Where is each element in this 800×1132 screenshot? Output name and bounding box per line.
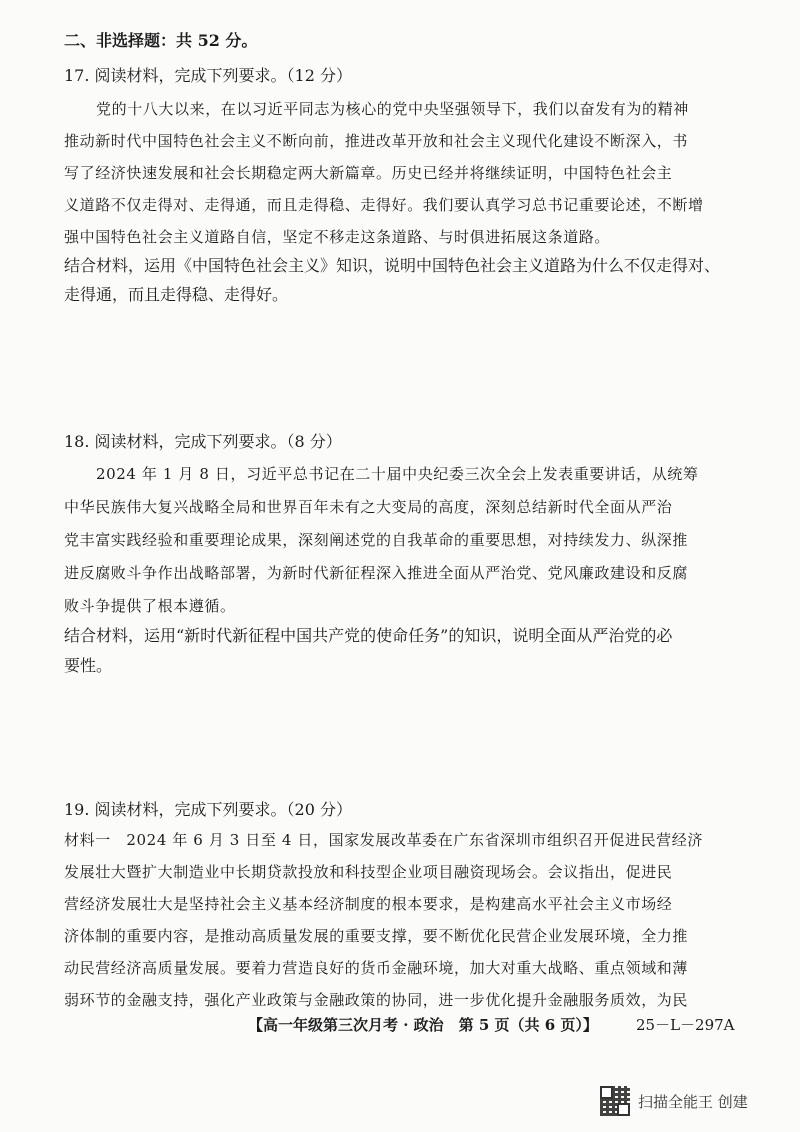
page-footer: 【高一年级第三次月考 · 政治 第 5 页（共 6 页）】 — [248, 1016, 598, 1034]
q19-line-6: 弱环节的金融支持，强化产业政策与金融政策的协同，进一步优化提升金融服务质效，为民 — [64, 991, 689, 1009]
q18-line-2: 中华民族伟大复兴战略全局和世界百年未有之大变局的高度，深刻总结新时代全面从严治 — [64, 498, 673, 516]
watermark-text: 扫描全能王 创建 — [638, 1092, 748, 1111]
q17-task-1: 结合材料，运用《中国特色社会主义》知识，说明中国特色社会主义道路为什么不仅走得对、 — [64, 256, 721, 275]
q18-task-2: 要性。 — [64, 656, 113, 675]
qr-code-icon — [600, 1086, 630, 1116]
exam-code: 25－L－297A — [636, 1016, 735, 1034]
q18-title: 18. 阅读材料，完成下列要求。（8 分） — [64, 432, 342, 451]
q19-line-2: 发展壮大暨扩大制造业中长期贷款投放和科技型企业项目融资现场会。会议指出，促进民 — [64, 863, 673, 881]
q19-title: 19. 阅读材料，完成下列要求。（20 分） — [64, 800, 352, 819]
section-title: 二、非选择题：共 52 分。 — [64, 31, 258, 50]
q17-title: 17. 阅读材料，完成下列要求。（12 分） — [64, 66, 352, 85]
q19-line-4: 济体制的重要内容，是推动高质量发展的重要支撑，要不断优化民营企业发展环境，全力推 — [64, 927, 689, 945]
q17-line-1: 党的十八大以来，在以习近平同志为核心的党中央坚强领导下，我们以奋发有为的精神 — [96, 100, 689, 118]
q19-line-1: 材料一 2024 年 6 月 3 日至 4 日，国家发展改革委在广东省深圳市组织召开促进民营经济 — [64, 831, 703, 849]
q19-line-5: 动民营经济高质量发展。要着力营造良好的货币金融环境，加大对重大战略、重点领域和薄 — [64, 959, 689, 977]
q17-line-2: 推动新时代中国特色社会主义不断向前，推进改革开放和社会主义现代化建设不断深入，书 — [64, 132, 689, 150]
q18-line-5: 败斗争提供了根本遵循。 — [64, 597, 236, 615]
scanner-watermark — [600, 1085, 748, 1117]
q17-task-2: 走得通，而且走得稳、走得好。 — [64, 285, 289, 304]
q17-line-4: 义道路不仅走得对、走得通，而且走得稳、走得好。我们要认真学习总书记重要论述，不断增 — [64, 196, 704, 214]
q19-line-3: 营经济发展壮大是坚持社会主义基本经济制度的根本要求，是构建高水平社会主义市场经 — [64, 895, 673, 913]
q18-line-4: 进反腐败斗争作出战略部署，为新时代新征程深入推进全面从严治党、党风廉政建设和反腐 — [64, 564, 689, 582]
q18-line-3: 党丰富实践经验和重要理论成果，深刻阐述党的自我革命的重要思想，对持续发力、纵深推 — [64, 531, 689, 549]
q17-line-3: 写了经济快速发展和社会长期稳定两大新篇章。历史已经并将继续证明，中国特色社会主 — [64, 164, 673, 182]
q17-line-5: 强中国特色社会主义道路自信，坚定不移走这条道路、与时俱进拓展这条道路。 — [64, 228, 611, 246]
q18-task-1: 结合材料，运用“新时代新征程中国共产党的使命任务”的知识，说明全面从严治党的必 — [64, 626, 673, 645]
q18-line-1: 2024 年 1 月 8 日，习近平总书记在二十届中央纪委三次全会上发表重要讲话，从统筹 — [96, 465, 699, 483]
